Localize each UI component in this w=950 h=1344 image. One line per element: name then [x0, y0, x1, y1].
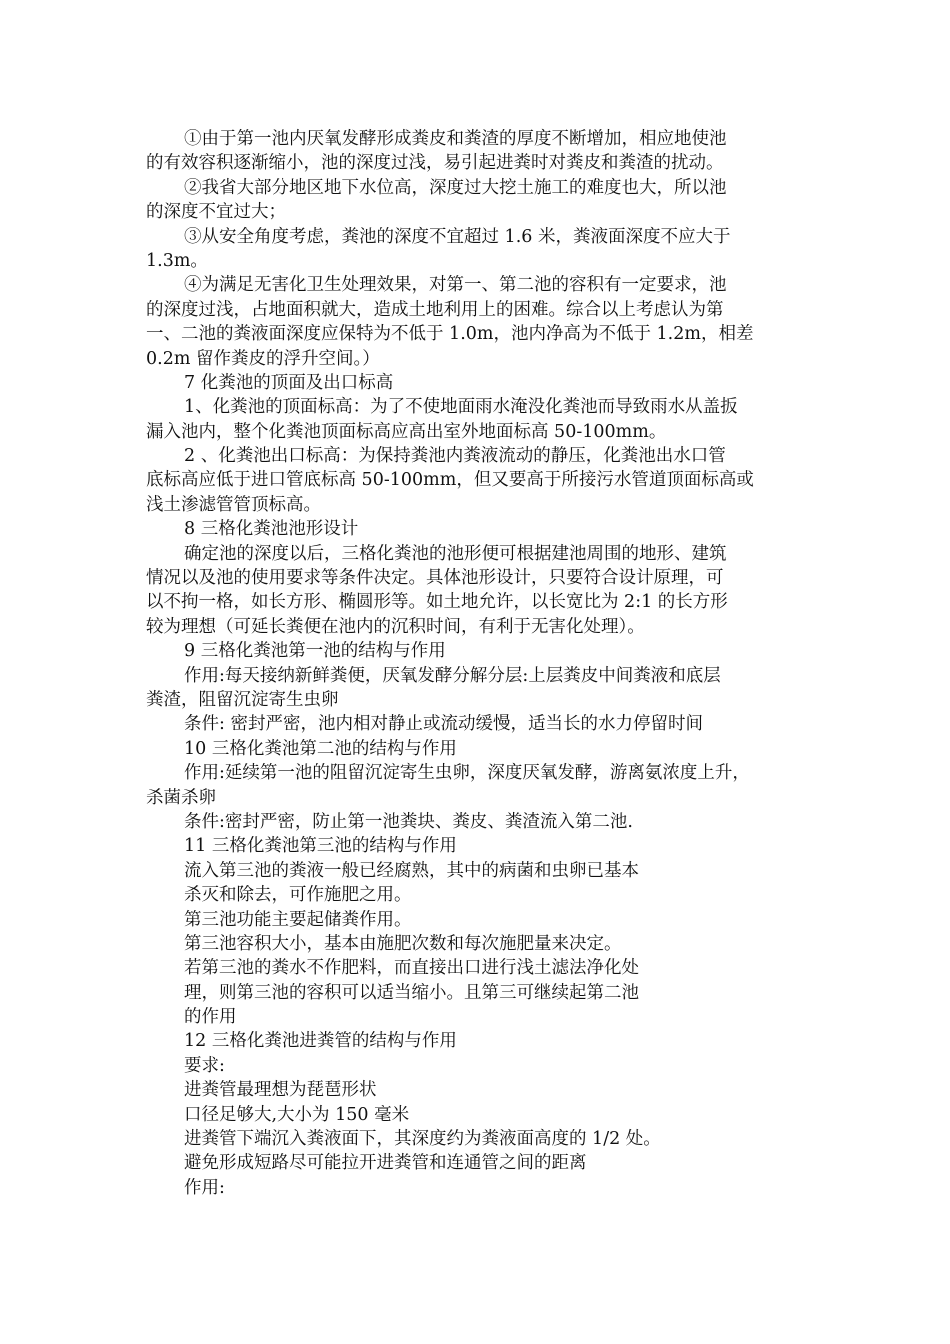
text-line: 要求:: [184, 1055, 225, 1076]
text-line: 的深度不宜过大；: [146, 202, 286, 223]
text-line: 12 三格化粪池进粪管的结构与作用: [184, 1031, 457, 1052]
text-line: 漏入池内，整个化粪池顶面标高应高出室外地面标高 50-100mm。: [146, 421, 667, 442]
text-line: ④为满足无害化卫生处理效果，对第一、第二池的容积有一定要求，池: [184, 275, 727, 296]
text-line: 作用:: [184, 1177, 225, 1198]
text-line: 7 化粪池的顶面及出口标高: [184, 372, 394, 393]
text-line: 8 三格化粪池池形设计: [184, 519, 359, 540]
text-line: 情况以及池的使用要求等条件决定。具体池形设计，只要符合设计原理，可: [146, 568, 724, 589]
text-line: 作用:延续第一池的阻留沉淀寄生虫卵，深度厌氧发酵，游离氨浓度上升，: [184, 763, 750, 784]
text-line: 进粪管下端沉入粪液面下，其深度约为粪液面高度的 1/2 处。: [184, 1129, 661, 1150]
text-line: 9 三格化粪池第一池的结构与作用: [184, 641, 446, 662]
text-line: 流入第三池的粪液一般已经腐熟，其中的病菌和虫卵已基本: [184, 860, 639, 881]
text-line: 浅土渗滤管管顶标高。: [146, 494, 321, 515]
text-line: 的有效容积逐渐缩小，池的深度过浅，易引起进粪时对粪皮和粪渣的扰动。: [146, 153, 724, 174]
text-line: 10 三格化粪池第二池的结构与作用: [184, 738, 457, 759]
text-line: 第三池功能主要起储粪作用。: [184, 909, 412, 930]
text-line: 一、二池的粪液面深度应保特为不低于 1.0m，池内净高为不低于 1.2m，相差: [146, 324, 754, 345]
text-line: 11 三格化粪池第三池的结构与作用: [184, 836, 457, 857]
text-line: ③从安全角度考虑，粪池的深度不宜超过 1.6 米，粪液面深度不应大于: [184, 226, 731, 247]
text-line: 0.2m 留作粪皮的浮升空间。）: [146, 348, 380, 369]
text-line: 2 、化粪池出口标高：为保持粪池内粪液流动的静压，化粪池出水口管: [184, 446, 726, 467]
text-line: 确定池的深度以后，三格化粪池的池形便可根据建池周围的地形、建筑: [184, 543, 727, 564]
text-line: 以不拘一格，如长方形、椭圆形等。如土地允许，以长宽比为 2:1 的长方形: [146, 592, 728, 613]
text-line: 杀菌杀卵: [146, 787, 216, 808]
text-line: 第三池容积大小，基本由施肥次数和每次施肥量来决定。: [184, 933, 622, 954]
document-body: [146, 127, 826, 1200]
text-line: 1.3m。: [146, 250, 208, 271]
text-line: 粪渣，阻留沉淀寄生虫卵: [146, 689, 339, 710]
text-line: 的作用: [184, 1007, 237, 1028]
text-line: 较为理想（可延长粪便在池内的沉积时间，有利于无害化处理）。: [146, 616, 645, 637]
text-line: 作用:每天接纳新鲜粪便，厌氧发酵分解分层:上层粪皮中间粪液和底层: [184, 665, 721, 686]
text-line: 条件: 密封严密，池内相对静止或流动缓慢，适当长的水力停留时间: [184, 714, 703, 735]
text-line: 条件:密封严密，防止第一池粪块、粪皮、粪渣流入第二池.: [184, 811, 633, 832]
text-line: 的深度过浅，占地面积就大，造成土地利用上的困难。综合以上考虑认为第: [146, 299, 724, 320]
text-line: 避免形成短路尽可能拉开进粪管和连通管之间的距离: [184, 1153, 587, 1174]
text-line: 杀灭和除去，可作施肥之用。: [184, 885, 412, 906]
text-line: ①由于第一池内厌氧发酵形成粪皮和粪渣的厚度不断增加，相应地使池: [184, 129, 727, 149]
text-line: 进粪管最理想为琵琶形状: [184, 1080, 377, 1101]
text-line: ②我省大部分地区地下水位高，深度过大挖土施工的难度也大，所以池: [184, 177, 727, 198]
text-line: 底标高应低于进口管底标高 50-100mm，但又要高于所接污水管道顶面标高或: [146, 470, 754, 491]
text-line: 口径足够大,大小为 150 毫米: [184, 1104, 410, 1125]
text-line: 若第三池的粪水不作肥料，而直接出口进行浅土滤法净化处: [184, 958, 639, 979]
text-line: 1、化粪池的顶面标高：为了不使地面雨水淹没化粪池而导致雨水从盖扳: [184, 397, 738, 418]
text-line: 理，则第三池的容积可以适当缩小。且第三可继续起第二池: [184, 982, 639, 1003]
